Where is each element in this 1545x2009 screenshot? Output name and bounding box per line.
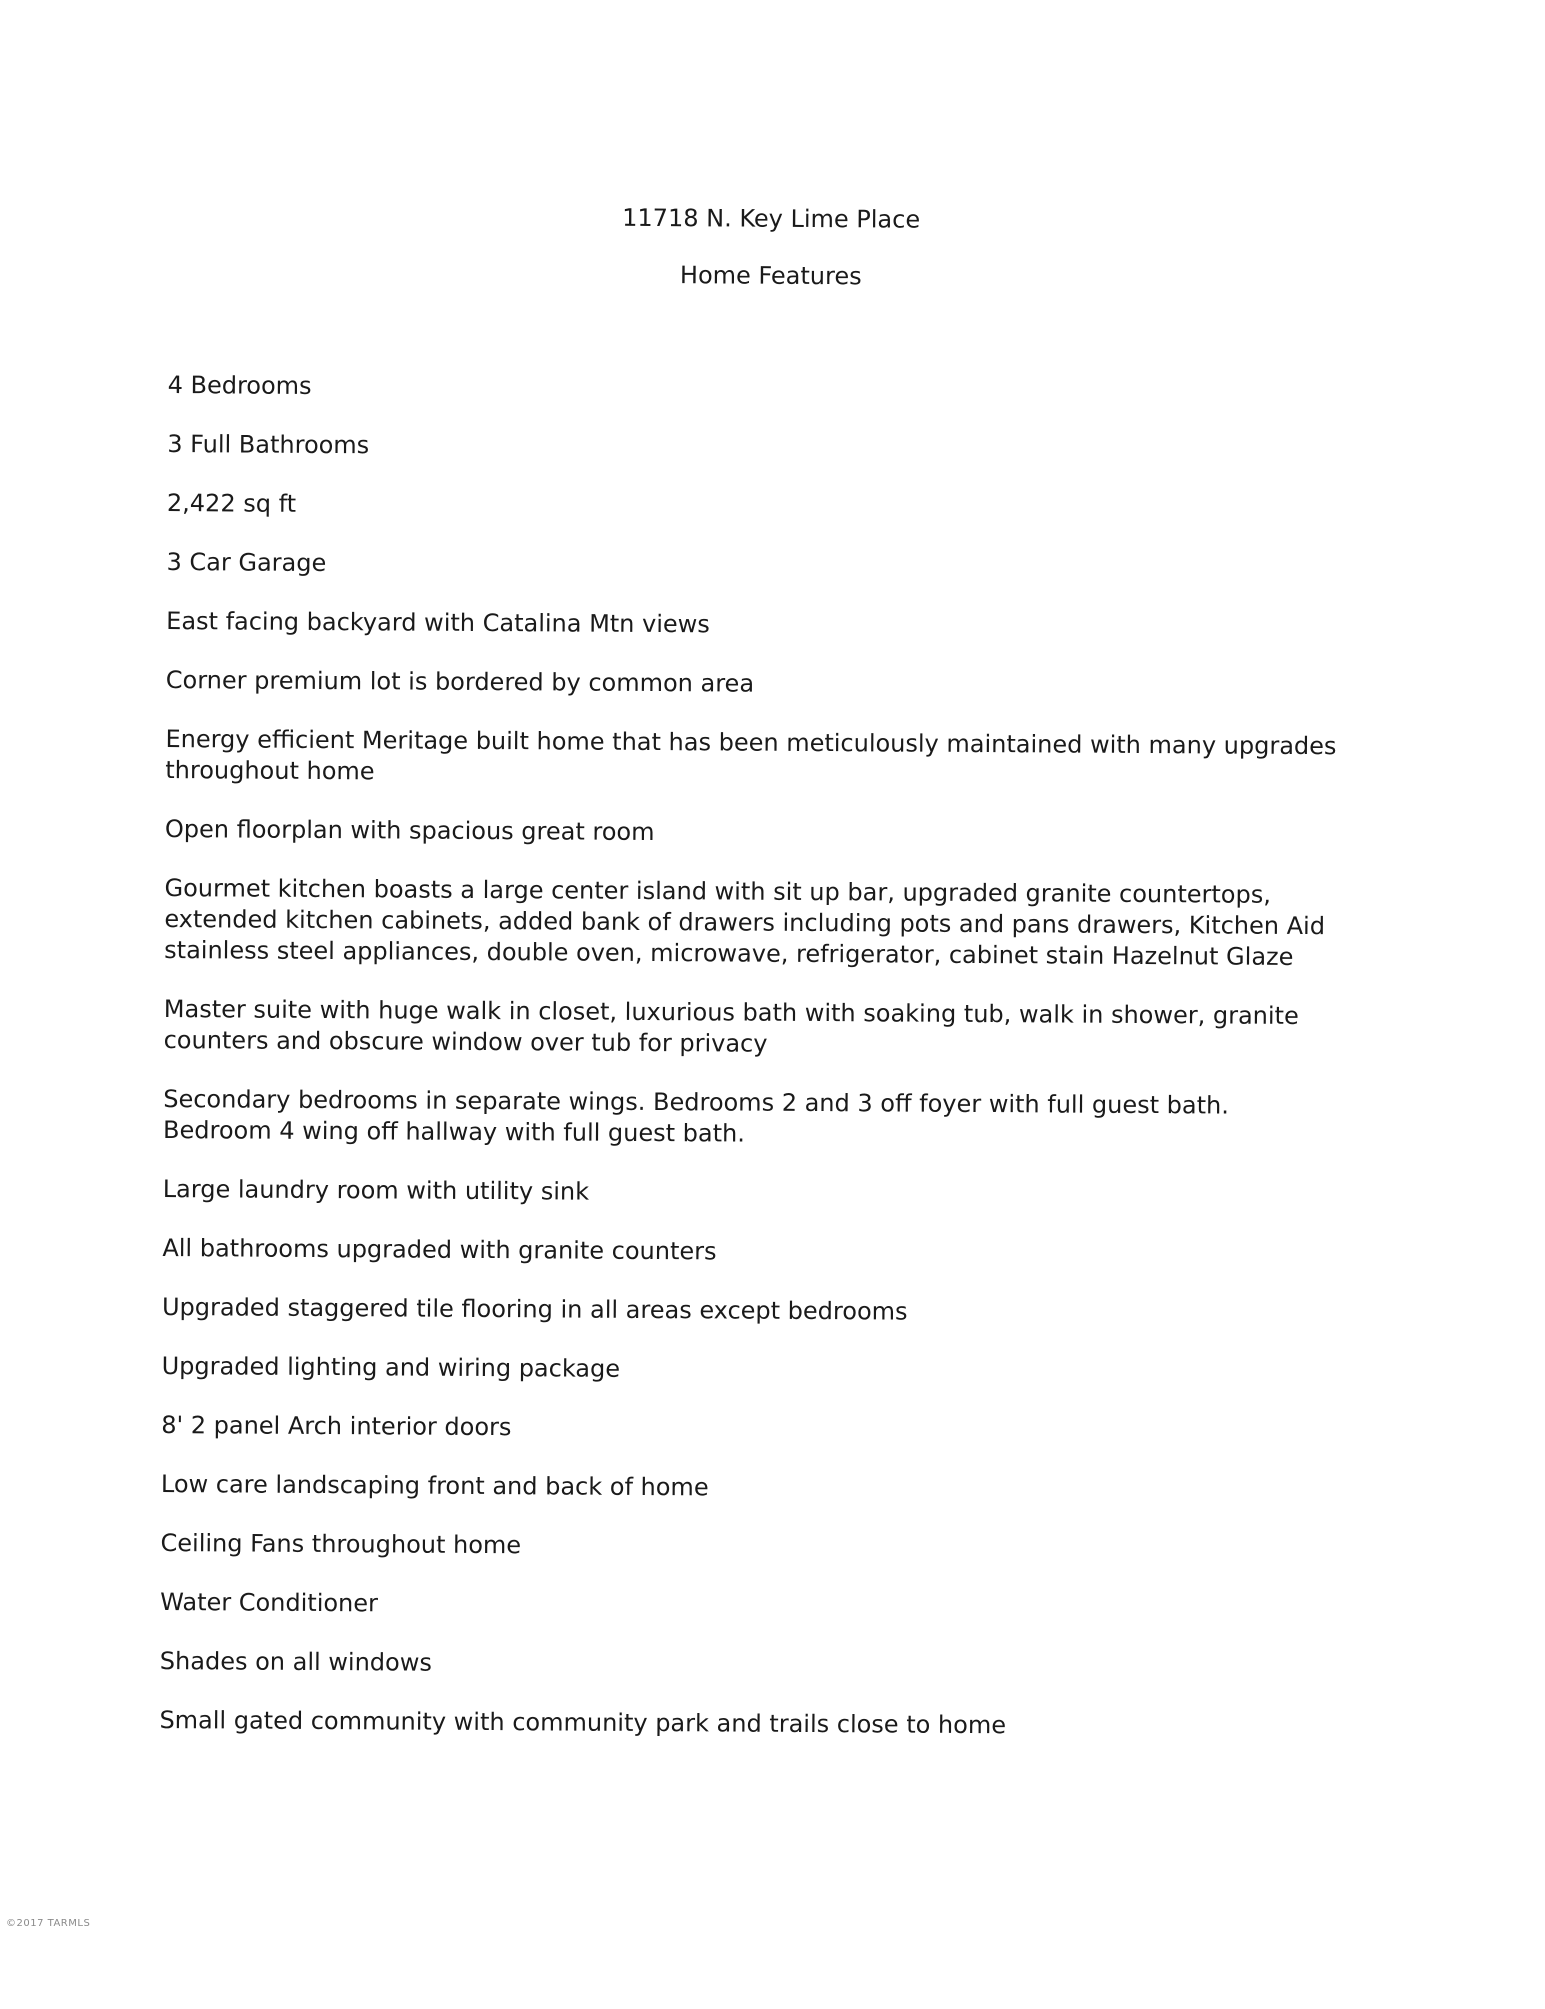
feature-item: Secondary bedrooms in separate wings. Bedrooms 2 and 3 off foyer with full guest bath. Bedroom 4 wing off hallway with full guest bath. (163, 1085, 1229, 1148)
feature-item: East facing backyard with Catalina Mtn views (166, 607, 710, 639)
feature-item: Energy efficient Meritage built home that has been meticulously maintained with many upgrades throughout home (165, 725, 1337, 786)
feature-item: Master suite with huge walk in closet, luxurious bath with soaking tub, walk in shower, granite counters and obscure window over tub for privacy (163, 995, 1299, 1058)
feature-item: Upgraded staggered tile flooring in all areas except bedrooms (161, 1293, 908, 1326)
document-title: Home Features (679, 261, 862, 291)
feature-item: Upgraded lighting and wiring package (161, 1352, 621, 1383)
feature-item: All bathrooms upgraded with granite counters (162, 1234, 717, 1266)
document-header (0, 198, 1544, 296)
feature-item: Gourmet kitchen boasts a large center island with sit up bar, upgraded granite countertops, extended kitchen cabinets, added bank of drawers including pots and pans drawers, Kitchen Aid stainless steel appliances, double oven, microwave, refrigerator, cabinet stain Hazelnut Glaze (164, 874, 1326, 971)
feature-item: 4 Bedrooms (167, 371, 312, 400)
copyright-watermark: ©2017 TARMLS (6, 1918, 91, 1929)
feature-item: Ceiling Fans throughout home (160, 1529, 522, 1560)
feature-item: 2,422 sq ft (166, 489, 297, 518)
feature-item: Open floorplan with spacious great room (164, 815, 655, 847)
feature-item: Water Conditioner (160, 1588, 379, 1618)
feature-item: 8' 2 panel Arch interior doors (161, 1411, 512, 1442)
feature-item: Small gated community with community park and trails close to home (159, 1706, 1007, 1740)
feature-item: 3 Car Garage (166, 548, 327, 578)
feature-item: Low care landscaping front and back of home (160, 1470, 709, 1502)
features-list (159, 370, 1347, 1771)
feature-item: Large laundry room with utility sink (162, 1175, 590, 1206)
property-address: 11718 N. Key Lime Place (622, 203, 921, 234)
feature-item: Shades on all windows (159, 1647, 432, 1677)
feature-item: 3 Full Bathrooms (167, 430, 370, 460)
feature-item: Corner premium lot is bordered by common area (165, 666, 755, 698)
